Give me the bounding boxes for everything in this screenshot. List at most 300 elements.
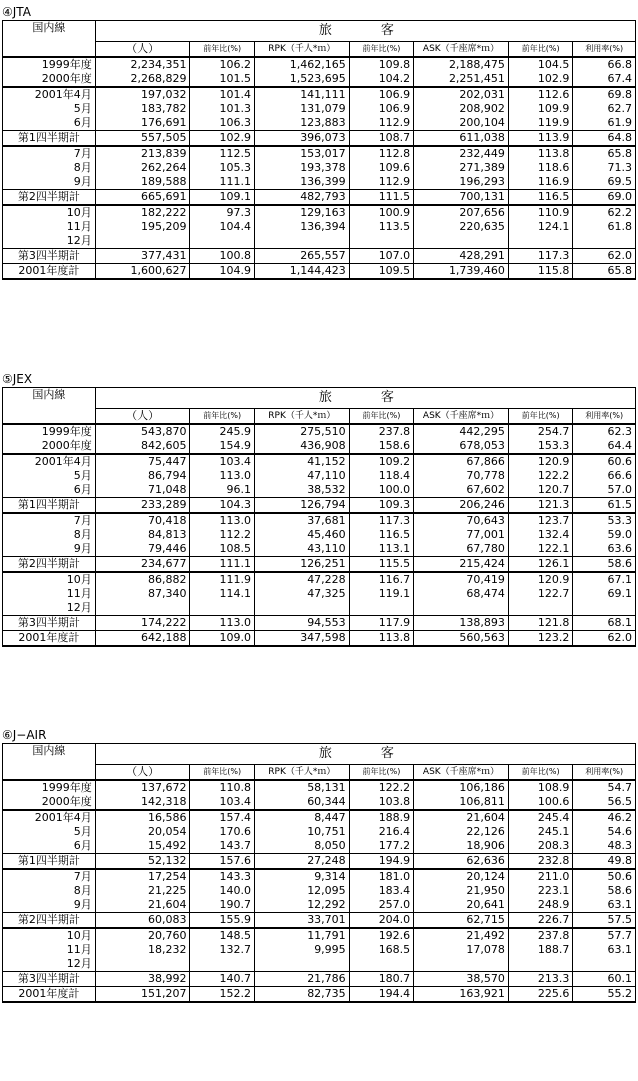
- table-row: [3, 424, 636, 439]
- row-label: 11月: [3, 943, 96, 957]
- row-label: 第2四半期計: [3, 913, 96, 929]
- table-cell: 47,325: [254, 587, 349, 601]
- row-label: 5月: [3, 102, 96, 116]
- jta-data-rows: [3, 57, 636, 279]
- table-cell: 2,188,475: [414, 57, 509, 72]
- row-label: 第1四半期計: [3, 131, 96, 147]
- table-cell: 2,251,451: [414, 72, 509, 87]
- rpk-header: RPK（千人*ｍ）: [254, 409, 349, 425]
- row-label: 第3四半期計: [3, 972, 96, 987]
- jair-table: [2, 743, 636, 1003]
- row-label: 8月: [3, 528, 96, 542]
- domestic-header: 国内線: [3, 744, 96, 781]
- row-label: 5月: [3, 825, 96, 839]
- table-cell: 163,921: [414, 987, 509, 1003]
- table-cell: 141,111: [254, 87, 349, 102]
- table-cell: 105.3: [190, 161, 255, 175]
- table-cell: 112.6: [508, 87, 573, 102]
- table-cell: 110.8: [190, 780, 255, 795]
- table-row: [3, 572, 636, 587]
- table-cell: 181.0: [349, 869, 414, 884]
- table-cell: 188.9: [349, 810, 414, 825]
- table-cell: 113.5: [349, 220, 414, 234]
- table-cell: 665,691: [95, 190, 190, 206]
- table-cell: 237.8: [349, 424, 414, 439]
- table-cell: 67,780: [414, 542, 509, 557]
- table-cell: 57.5: [573, 913, 636, 929]
- table-cell: 1,600,627: [95, 264, 190, 280]
- table-cell: 190.7: [190, 898, 255, 913]
- row-label: 第3四半期計: [3, 616, 96, 631]
- table-cell: 63.1: [573, 943, 636, 957]
- table-cell: 112.5: [190, 146, 255, 161]
- table-cell: 62,636: [414, 854, 509, 870]
- table-cell: 62.2: [573, 205, 636, 220]
- table-cell: 271,389: [414, 161, 509, 175]
- jex-data-rows: [3, 424, 636, 646]
- table-cell: 61.9: [573, 116, 636, 131]
- table-cell: 104.4: [190, 220, 255, 234]
- table-row: [3, 498, 636, 514]
- table-cell: 396,073: [254, 131, 349, 147]
- table-cell: 62.0: [573, 249, 636, 264]
- table-row: [3, 913, 636, 929]
- table-cell: 55.2: [573, 987, 636, 1003]
- table-cell: 208,902: [414, 102, 509, 116]
- table-cell: 189,588: [95, 175, 190, 190]
- table-cell: 75,447: [95, 454, 190, 469]
- table-cell: 155.9: [190, 913, 255, 929]
- table-cell: 102.9: [190, 131, 255, 147]
- table-cell: 110.9: [508, 205, 573, 220]
- table-cell: 611,038: [414, 131, 509, 147]
- table-cell: 54.7: [573, 780, 636, 795]
- passenger-header: 旅 客: [95, 744, 635, 765]
- yoy-header: 前年比(%): [190, 409, 255, 425]
- table-cell: [573, 234, 636, 249]
- table-cell: 120.9: [508, 572, 573, 587]
- table-cell: 49.8: [573, 854, 636, 870]
- table-cell: 122.2: [349, 780, 414, 795]
- table-cell: 21,492: [414, 928, 509, 943]
- table-cell: 177.2: [349, 839, 414, 854]
- row-label: 10月: [3, 572, 96, 587]
- row-label: 11月: [3, 587, 96, 601]
- table-cell: 58.6: [573, 557, 636, 573]
- table-cell: 77,001: [414, 528, 509, 542]
- table-cell: 67,602: [414, 483, 509, 498]
- table-cell: 140.7: [190, 972, 255, 987]
- table-cell: 69.8: [573, 87, 636, 102]
- table-cell: 101.5: [190, 72, 255, 87]
- table-cell: 122.2: [508, 469, 573, 483]
- section-title-jta: ④JTA: [2, 5, 31, 19]
- yoy-header: 前年比(%): [190, 765, 255, 781]
- table-cell: 106,811: [414, 795, 509, 810]
- table-cell: 103.4: [190, 454, 255, 469]
- table-row: [3, 513, 636, 528]
- table-cell: 59.0: [573, 528, 636, 542]
- table-cell: 557,505: [95, 131, 190, 147]
- table-cell: 8,447: [254, 810, 349, 825]
- table-cell: [349, 234, 414, 249]
- table-cell: 56.5: [573, 795, 636, 810]
- table-cell: 54.6: [573, 825, 636, 839]
- table-cell: 84,813: [95, 528, 190, 542]
- table-cell: 107.0: [349, 249, 414, 264]
- table-cell: 216.4: [349, 825, 414, 839]
- row-label: 2000年度: [3, 795, 96, 810]
- row-label: 2001年4月: [3, 87, 96, 102]
- row-label: 1999年度: [3, 424, 96, 439]
- table-row: [3, 439, 636, 454]
- persons-header: （人）: [95, 765, 190, 781]
- table-cell: 62,715: [414, 913, 509, 929]
- table-cell: 116.5: [349, 528, 414, 542]
- row-label: 6月: [3, 116, 96, 131]
- table-cell: 123,883: [254, 116, 349, 131]
- table-cell: 112.8: [349, 146, 414, 161]
- table-cell: 58.6: [573, 884, 636, 898]
- table-row: [3, 987, 636, 1003]
- table-row: [3, 601, 636, 616]
- row-label: 2001年4月: [3, 454, 96, 469]
- row-label: 6月: [3, 839, 96, 854]
- table-cell: 21,225: [95, 884, 190, 898]
- row-label: 第2四半期計: [3, 557, 96, 573]
- table-cell: [508, 234, 573, 249]
- table-cell: 211.0: [508, 869, 573, 884]
- table-cell: 117.3: [508, 249, 573, 264]
- table-cell: 113.1: [349, 542, 414, 557]
- table-cell: 62.7: [573, 102, 636, 116]
- table-cell: 116.7: [349, 572, 414, 587]
- table-cell: 137,672: [95, 780, 190, 795]
- table-row: [3, 220, 636, 234]
- table-cell: 122.7: [508, 587, 573, 601]
- table-cell: 115.5: [349, 557, 414, 573]
- table-cell: 152.2: [190, 987, 255, 1003]
- table-cell: 842,605: [95, 439, 190, 454]
- table-cell: 132.4: [508, 528, 573, 542]
- table-cell: 53.3: [573, 513, 636, 528]
- table-cell: 97.3: [190, 205, 255, 220]
- row-label: 5月: [3, 469, 96, 483]
- table-row: [3, 928, 636, 943]
- table-cell: 428,291: [414, 249, 509, 264]
- table-cell: 68.1: [573, 616, 636, 631]
- table-cell: 108.7: [349, 131, 414, 147]
- row-label: 9月: [3, 542, 96, 557]
- table-row: [3, 116, 636, 131]
- table-cell: 138,893: [414, 616, 509, 631]
- table-cell: [349, 601, 414, 616]
- section-title-jex: ⑤JEX: [2, 372, 33, 386]
- row-label: 1999年度: [3, 57, 96, 72]
- table-cell: 377,431: [95, 249, 190, 264]
- row-label: 2001年度計: [3, 631, 96, 647]
- table-cell: 61.5: [573, 498, 636, 514]
- table-row: [3, 972, 636, 987]
- table-cell: 100.9: [349, 205, 414, 220]
- table-cell: 136,399: [254, 175, 349, 190]
- row-label: 9月: [3, 898, 96, 913]
- row-label: 2001年度計: [3, 987, 96, 1003]
- yoy-header: 前年比(%): [508, 42, 573, 58]
- table-cell: [254, 957, 349, 972]
- table-cell: 192.6: [349, 928, 414, 943]
- table-cell: 106.3: [190, 116, 255, 131]
- table-cell: 86,882: [95, 572, 190, 587]
- table-cell: [95, 234, 190, 249]
- table-cell: 46.2: [573, 810, 636, 825]
- table-cell: 223.1: [508, 884, 573, 898]
- row-label: 12月: [3, 601, 96, 616]
- table-cell: 106.2: [190, 57, 255, 72]
- table-cell: [508, 957, 573, 972]
- table-cell: 168.5: [349, 943, 414, 957]
- table-row: [3, 483, 636, 498]
- table-cell: 63.1: [573, 898, 636, 913]
- row-label: 1999年度: [3, 780, 96, 795]
- table-cell: 50.6: [573, 869, 636, 884]
- table-cell: 113.0: [190, 616, 255, 631]
- table-cell: 12,292: [254, 898, 349, 913]
- row-label: 6月: [3, 483, 96, 498]
- table-cell: 347,598: [254, 631, 349, 647]
- table-cell: 194.4: [349, 987, 414, 1003]
- table-cell: 57.0: [573, 483, 636, 498]
- table-cell: 113.0: [190, 513, 255, 528]
- table-cell: 143.7: [190, 839, 255, 854]
- table-cell: 233,289: [95, 498, 190, 514]
- table-row: [3, 72, 636, 87]
- load-factor-header: 利用率(%): [573, 409, 636, 425]
- table-row: [3, 175, 636, 190]
- table-cell: 254.7: [508, 424, 573, 439]
- table-row: [3, 957, 636, 972]
- table-row: [3, 854, 636, 870]
- table-cell: 104.9: [190, 264, 255, 280]
- domestic-header: 国内線: [3, 21, 96, 58]
- table-cell: 120.9: [508, 454, 573, 469]
- table-cell: 126,794: [254, 498, 349, 514]
- table-cell: 275,510: [254, 424, 349, 439]
- table-cell: 123.2: [508, 631, 573, 647]
- row-label: 10月: [3, 928, 96, 943]
- table-row: [3, 131, 636, 147]
- table-cell: 9,314: [254, 869, 349, 884]
- yoy-header: 前年比(%): [190, 42, 255, 58]
- table-cell: 109.9: [508, 102, 573, 116]
- table-cell: 202,031: [414, 87, 509, 102]
- passenger-header: 旅 客: [95, 388, 635, 409]
- table-cell: 47,228: [254, 572, 349, 587]
- table-cell: 1,462,165: [254, 57, 349, 72]
- table-cell: 104.2: [349, 72, 414, 87]
- table-cell: 232,449: [414, 146, 509, 161]
- table-row: [3, 102, 636, 116]
- table-cell: 17,254: [95, 869, 190, 884]
- table-cell: 206,246: [414, 498, 509, 514]
- row-label: 第2四半期計: [3, 190, 96, 206]
- table-cell: 38,532: [254, 483, 349, 498]
- table-cell: 15,492: [95, 839, 190, 854]
- rpk-header: RPK（千人*ｍ）: [254, 765, 349, 781]
- row-label: 10月: [3, 205, 96, 220]
- table-cell: 65.8: [573, 264, 636, 280]
- table-cell: 117.3: [349, 513, 414, 528]
- table-row: [3, 869, 636, 884]
- table-cell: 58,131: [254, 780, 349, 795]
- table-cell: 100.0: [349, 483, 414, 498]
- table-cell: 204.0: [349, 913, 414, 929]
- table-cell: 108.9: [508, 780, 573, 795]
- ask-header: ASK（千座席*ｍ）: [414, 409, 509, 425]
- table-cell: 101.4: [190, 87, 255, 102]
- table-cell: 197,032: [95, 87, 190, 102]
- table-cell: 67,866: [414, 454, 509, 469]
- table-cell: 111.1: [190, 557, 255, 573]
- table-cell: 102.9: [508, 72, 573, 87]
- table-row: [3, 839, 636, 854]
- table-cell: 442,295: [414, 424, 509, 439]
- table-cell: [573, 957, 636, 972]
- section-title-jair: ⑥J−AIR: [2, 728, 47, 742]
- table-cell: [254, 234, 349, 249]
- table-cell: 70,643: [414, 513, 509, 528]
- table-cell: 183,782: [95, 102, 190, 116]
- table-cell: 117.9: [349, 616, 414, 631]
- table-cell: 68,474: [414, 587, 509, 601]
- table-cell: 112.2: [190, 528, 255, 542]
- table-cell: 21,604: [95, 898, 190, 913]
- table-row: [3, 249, 636, 264]
- row-label: 2000年度: [3, 72, 96, 87]
- table-cell: 153.3: [508, 439, 573, 454]
- table-row: [3, 454, 636, 469]
- table-cell: 151,207: [95, 987, 190, 1003]
- row-label: 11月: [3, 220, 96, 234]
- row-label: 9月: [3, 175, 96, 190]
- jex-table: [2, 387, 636, 647]
- table-cell: 104.5: [508, 57, 573, 72]
- yoy-header: 前年比(%): [349, 42, 414, 58]
- table-cell: 124.1: [508, 220, 573, 234]
- row-label: 7月: [3, 146, 96, 161]
- table-cell: 106,186: [414, 780, 509, 795]
- table-cell: 109.8: [349, 57, 414, 72]
- table-cell: 176,691: [95, 116, 190, 131]
- yoy-header: 前年比(%): [508, 765, 573, 781]
- table-cell: 153,017: [254, 146, 349, 161]
- table-cell: 213,839: [95, 146, 190, 161]
- jair-data-rows: [3, 780, 636, 1002]
- table-cell: 237.8: [508, 928, 573, 943]
- table-row: [3, 161, 636, 175]
- table-row: [3, 587, 636, 601]
- table-cell: 194.9: [349, 854, 414, 870]
- table-cell: [190, 957, 255, 972]
- table-cell: 158.6: [349, 439, 414, 454]
- table-cell: 195,209: [95, 220, 190, 234]
- table-cell: [349, 957, 414, 972]
- table-cell: 154.9: [190, 439, 255, 454]
- table-cell: 20,760: [95, 928, 190, 943]
- table-cell: [254, 601, 349, 616]
- table-row: [3, 825, 636, 839]
- table-cell: 120.7: [508, 483, 573, 498]
- table-cell: 69.5: [573, 175, 636, 190]
- table-cell: 37,681: [254, 513, 349, 528]
- table-cell: 45,460: [254, 528, 349, 542]
- table-cell: 108.5: [190, 542, 255, 557]
- table-cell: 126.1: [508, 557, 573, 573]
- table-row: [3, 146, 636, 161]
- table-cell: 12,095: [254, 884, 349, 898]
- table-row: [3, 795, 636, 810]
- table-cell: 115.8: [508, 264, 573, 280]
- table-cell: 1,739,460: [414, 264, 509, 280]
- table-cell: 21,950: [414, 884, 509, 898]
- table-cell: 8,050: [254, 839, 349, 854]
- table-cell: 103.8: [349, 795, 414, 810]
- table-cell: 64.4: [573, 439, 636, 454]
- table-cell: 38,992: [95, 972, 190, 987]
- table-cell: 225.6: [508, 987, 573, 1003]
- yoy-header: 前年比(%): [508, 409, 573, 425]
- table-cell: 123.7: [508, 513, 573, 528]
- table-cell: 20,124: [414, 869, 509, 884]
- table-cell: 70,778: [414, 469, 509, 483]
- table-cell: 43,110: [254, 542, 349, 557]
- table-cell: 118.4: [349, 469, 414, 483]
- table-cell: 245.9: [190, 424, 255, 439]
- row-label: 12月: [3, 957, 96, 972]
- table-cell: 215,424: [414, 557, 509, 573]
- table-cell: 188.7: [508, 943, 573, 957]
- yoy-header: 前年比(%): [349, 765, 414, 781]
- table-cell: 2,234,351: [95, 57, 190, 72]
- table-cell: 213.3: [508, 972, 573, 987]
- table-cell: 119.1: [349, 587, 414, 601]
- table-cell: 113.8: [508, 146, 573, 161]
- table-cell: 47,110: [254, 469, 349, 483]
- table-cell: 41,152: [254, 454, 349, 469]
- table-cell: 21,604: [414, 810, 509, 825]
- table-cell: 234,677: [95, 557, 190, 573]
- table-row: [3, 557, 636, 573]
- table-cell: 79,446: [95, 542, 190, 557]
- table-cell: 109.6: [349, 161, 414, 175]
- rpk-header: RPK（千人*ｍ）: [254, 42, 349, 58]
- table-cell: 104.3: [190, 498, 255, 514]
- table-cell: 262,264: [95, 161, 190, 175]
- row-label: 8月: [3, 884, 96, 898]
- table-cell: 1,523,695: [254, 72, 349, 87]
- table-cell: 48.3: [573, 839, 636, 854]
- table-cell: 103.4: [190, 795, 255, 810]
- table-cell: 257.0: [349, 898, 414, 913]
- table-row: [3, 57, 636, 72]
- table-cell: 113.9: [508, 131, 573, 147]
- row-label: 第1四半期計: [3, 854, 96, 870]
- table-cell: 116.5: [508, 190, 573, 206]
- table-cell: 245.4: [508, 810, 573, 825]
- table-cell: 9,995: [254, 943, 349, 957]
- table-cell: [190, 601, 255, 616]
- table-cell: 18,232: [95, 943, 190, 957]
